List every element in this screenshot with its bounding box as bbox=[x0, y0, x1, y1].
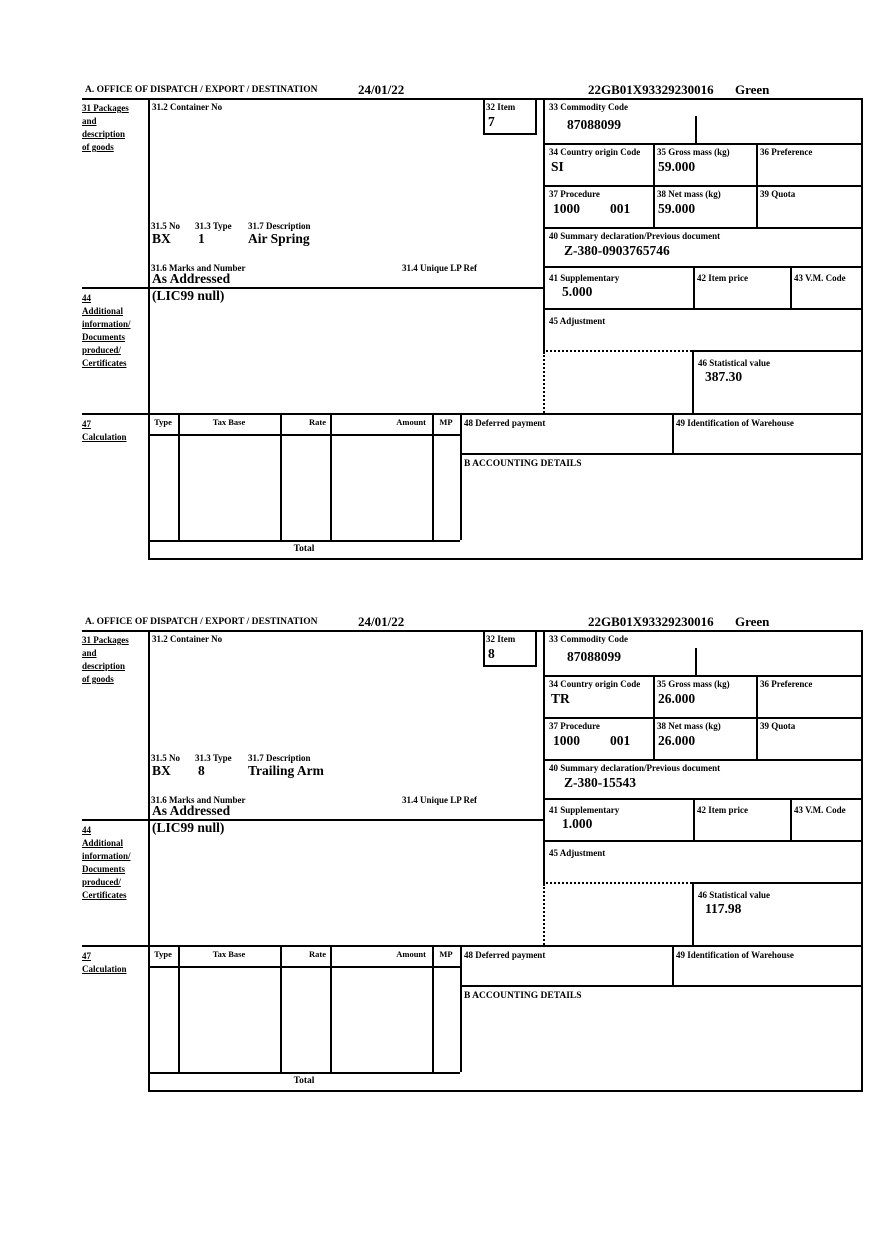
box47-label: 47 Calculation bbox=[82, 951, 127, 974]
office-of-dispatch-header: A. OFFICE OF DISPATCH / EXPORT / DESTINATION bbox=[85, 617, 318, 627]
box34-label: 34 Country origin Code bbox=[549, 147, 641, 157]
package-count-value: 1 bbox=[198, 231, 205, 246]
box40-bottom-border bbox=[543, 266, 863, 268]
commodity-code-subdivision-tick bbox=[695, 116, 697, 143]
marks-and-number-value: As Addressed bbox=[152, 271, 231, 286]
box33-bottom-border bbox=[543, 143, 863, 145]
calc-table-right-border bbox=[460, 945, 462, 1072]
label-column-divider bbox=[148, 98, 150, 560]
box31-2-label: 31.2 Container No bbox=[152, 634, 223, 644]
label-column-divider bbox=[148, 630, 150, 1092]
box44-label: 44 Additional information/ Documents produced/ Certificates bbox=[82, 293, 131, 368]
calc-header-bottom-border bbox=[148, 434, 460, 436]
box31-3-label: 31.3 Type bbox=[195, 753, 232, 763]
box33-bottom-border bbox=[543, 675, 863, 677]
calc-amount-col-divider bbox=[432, 413, 434, 540]
box31-4-label: 31.4 Unique LP Ref bbox=[402, 795, 478, 805]
movement-reference-number: 22GB01X93329230016 bbox=[588, 614, 714, 629]
net-mass-value: 59.000 bbox=[658, 201, 696, 216]
calc-col-mp: MP bbox=[439, 417, 453, 427]
statistical-value: 387.30 bbox=[705, 369, 743, 384]
form-top-border bbox=[82, 98, 863, 100]
box37-label: 37 Procedure bbox=[549, 189, 600, 199]
office-of-dispatch-header: A. OFFICE OF DISPATCH / EXPORT / DESTINATION bbox=[85, 85, 318, 95]
box32-left-border bbox=[483, 630, 485, 667]
box34-row-bottom-border bbox=[543, 717, 863, 719]
main-center-divider bbox=[543, 98, 545, 352]
box46-top-border bbox=[692, 350, 863, 352]
statistical-value: 117.98 bbox=[705, 901, 742, 916]
calc-taxbase-col-divider bbox=[280, 413, 282, 540]
calc-taxbase-col-divider bbox=[280, 945, 282, 1072]
calc-amount-col-divider bbox=[432, 945, 434, 1072]
box46-left-border bbox=[692, 882, 694, 945]
declaration-date: 24/01/22 bbox=[358, 82, 405, 97]
calc-col-amount: Amount bbox=[396, 949, 426, 959]
form-right-border bbox=[861, 630, 863, 1092]
box31-7-label: 31.7 Description bbox=[248, 221, 311, 231]
box43-label: 43 V.M. Code bbox=[794, 273, 846, 283]
box32-bottom-border bbox=[483, 665, 537, 667]
form-bottom-border bbox=[148, 558, 863, 560]
calc-col-mp: MP bbox=[439, 949, 453, 959]
calc-col-type: Type bbox=[154, 949, 172, 959]
form-top-border bbox=[82, 630, 863, 632]
box48-49-divider bbox=[672, 413, 674, 453]
box45-label: 45 Adjustment bbox=[549, 848, 606, 858]
box48-49-divider bbox=[672, 945, 674, 985]
customs-declaration-item-copy bbox=[78, 82, 868, 564]
marks-and-number-value: As Addressed bbox=[152, 803, 231, 818]
calc-table-bottom-border bbox=[148, 1072, 460, 1074]
box31-3-label: 31.3 Type bbox=[195, 221, 232, 231]
calc-rate-col-divider bbox=[330, 413, 332, 540]
box47-label: 47 Calculation bbox=[82, 419, 127, 442]
country-origin-value: TR bbox=[551, 691, 570, 706]
box34-row-bottom-border bbox=[543, 185, 863, 187]
calc-table-right-border bbox=[460, 413, 462, 540]
calc-col-tax-base: Tax Base bbox=[212, 949, 246, 959]
box37-row-bottom-border bbox=[543, 227, 863, 229]
box31-5-label: 31.5 No bbox=[151, 753, 180, 763]
routing-status: Green bbox=[735, 614, 770, 629]
box32-right-border bbox=[535, 630, 537, 667]
country-origin-value: SI bbox=[551, 159, 564, 174]
box31-label: 31 Packages and description of goods bbox=[82, 103, 129, 152]
box34-35-divider bbox=[653, 675, 655, 759]
box31-2-label: 31.2 Container No bbox=[152, 102, 223, 112]
box33-label: 33 Commodity Code bbox=[549, 634, 628, 644]
dotted-center-divider bbox=[543, 352, 545, 413]
package-code-value: BX bbox=[152, 763, 171, 778]
box46-label: 46 Statistical value bbox=[698, 890, 770, 900]
calc-col-tax-base: Tax Base bbox=[212, 417, 246, 427]
box31-6-label: 31.6 Marks and Number bbox=[151, 263, 246, 273]
calc-col-rate: Rate bbox=[309, 417, 326, 427]
box48-49-bottom-border bbox=[460, 453, 863, 455]
commodity-code-subdivision-tick bbox=[695, 648, 697, 675]
previous-document-value: Z-380-0903765746 bbox=[564, 243, 670, 258]
box38-label: 38 Net mass (kg) bbox=[657, 189, 721, 199]
procedure-code-value: 1000 bbox=[553, 201, 580, 216]
box39-label: 39 Quota bbox=[760, 189, 796, 199]
calc-col-type: Type bbox=[154, 417, 172, 427]
box34-label: 34 Country origin Code bbox=[549, 679, 641, 689]
routing-status: Green bbox=[735, 82, 770, 97]
gross-mass-value: 26.000 bbox=[658, 691, 696, 706]
box41-row-bottom-border bbox=[543, 840, 863, 842]
calc-type-col-divider bbox=[178, 945, 180, 1072]
box47-top-border bbox=[82, 945, 863, 947]
item-number-value: 8 bbox=[488, 646, 495, 661]
box48-label: 48 Deferred payment bbox=[464, 418, 546, 428]
box32-bottom-border bbox=[483, 133, 537, 135]
box35-label: 35 Gross mass (kg) bbox=[657, 147, 730, 157]
box42-label: 42 Item price bbox=[697, 805, 748, 815]
box46-left-border bbox=[692, 350, 694, 413]
commodity-code-value: 87088099 bbox=[567, 649, 621, 664]
item-number-value: 7 bbox=[488, 114, 495, 129]
package-count-value: 8 bbox=[198, 763, 205, 778]
box31-7-label: 31.7 Description bbox=[248, 753, 311, 763]
calc-col-amount: Amount bbox=[396, 417, 426, 427]
box40-label: 40 Summary declaration/Previous document bbox=[549, 763, 721, 773]
box35-36-divider bbox=[756, 143, 758, 227]
box36-label: 36 Preference bbox=[760, 147, 813, 157]
box37-row-bottom-border bbox=[543, 759, 863, 761]
box41-label: 41 Supplementary bbox=[549, 273, 620, 283]
calc-header-bottom-border bbox=[148, 966, 460, 968]
box41-42-divider bbox=[693, 798, 695, 840]
calc-total-label: Total bbox=[293, 1076, 315, 1086]
previous-document-value: Z-380-15543 bbox=[564, 775, 636, 790]
additional-information-value: (LIC99 null) bbox=[152, 820, 225, 835]
box31-6-label: 31.6 Marks and Number bbox=[151, 795, 246, 805]
box38-label: 38 Net mass (kg) bbox=[657, 721, 721, 731]
goods-description-value: Air Spring bbox=[248, 231, 310, 246]
gross-mass-value: 59.000 bbox=[658, 159, 696, 174]
box41-42-divider bbox=[693, 266, 695, 308]
accounting-details-label: B ACCOUNTING DETAILS bbox=[464, 991, 582, 1001]
box32-label: 32 Item bbox=[486, 634, 516, 644]
calc-table-bottom-border bbox=[148, 540, 460, 542]
procedure-extension-value: 001 bbox=[610, 201, 631, 216]
box39-label: 39 Quota bbox=[760, 721, 796, 731]
box40-bottom-border bbox=[543, 798, 863, 800]
main-center-divider bbox=[543, 630, 545, 884]
box42-43-divider bbox=[790, 798, 792, 840]
box42-43-divider bbox=[790, 266, 792, 308]
calc-col-rate: Rate bbox=[309, 949, 326, 959]
net-mass-value: 26.000 bbox=[658, 733, 696, 748]
calc-type-col-divider bbox=[178, 413, 180, 540]
dotted-center-divider bbox=[543, 884, 545, 945]
movement-reference-number: 22GB01X93329230016 bbox=[588, 82, 714, 97]
box31-label: 31 Packages and description of goods bbox=[82, 635, 129, 684]
box32-label: 32 Item bbox=[486, 102, 516, 112]
box48-49-bottom-border bbox=[460, 985, 863, 987]
box44-label: 44 Additional information/ Documents produced/ Certificates bbox=[82, 825, 131, 900]
box43-label: 43 V.M. Code bbox=[794, 805, 846, 815]
calc-rate-col-divider bbox=[330, 945, 332, 1072]
procedure-code-value: 1000 bbox=[553, 733, 580, 748]
procedure-extension-value: 001 bbox=[610, 733, 631, 748]
supplementary-units-value: 5.000 bbox=[562, 284, 593, 299]
box41-row-bottom-border bbox=[543, 308, 863, 310]
box34-35-divider bbox=[653, 143, 655, 227]
declaration-date: 24/01/22 bbox=[358, 614, 405, 629]
form-right-border bbox=[861, 98, 863, 560]
form-bottom-border bbox=[148, 1090, 863, 1092]
additional-information-value: (LIC99 null) bbox=[152, 288, 225, 303]
customs-declaration-item-copy bbox=[78, 614, 868, 1096]
box32-right-border bbox=[535, 98, 537, 135]
box40-label: 40 Summary declaration/Previous document bbox=[549, 231, 721, 241]
box36-label: 36 Preference bbox=[760, 679, 813, 689]
supplementary-units-value: 1.000 bbox=[562, 816, 593, 831]
box35-label: 35 Gross mass (kg) bbox=[657, 679, 730, 689]
box46-top-border bbox=[692, 882, 863, 884]
box42-label: 42 Item price bbox=[697, 273, 748, 283]
box41-label: 41 Supplementary bbox=[549, 805, 620, 815]
box32-left-border bbox=[483, 98, 485, 135]
goods-description-value: Trailing Arm bbox=[248, 763, 324, 778]
box49-label: 49 Identification of Warehouse bbox=[676, 418, 794, 428]
accounting-details-label: B ACCOUNTING DETAILS bbox=[464, 459, 582, 469]
box46-label: 46 Statistical value bbox=[698, 358, 770, 368]
calc-total-label: Total bbox=[293, 544, 315, 554]
box37-label: 37 Procedure bbox=[549, 721, 600, 731]
box31-4-label: 31.4 Unique LP Ref bbox=[402, 263, 478, 273]
box49-label: 49 Identification of Warehouse bbox=[676, 950, 794, 960]
box45-dotted-bottom-border bbox=[543, 350, 692, 352]
commodity-code-value: 87088099 bbox=[567, 117, 621, 132]
package-code-value: BX bbox=[152, 231, 171, 246]
box45-dotted-bottom-border bbox=[543, 882, 692, 884]
box47-top-border bbox=[82, 413, 863, 415]
box35-36-divider bbox=[756, 675, 758, 759]
box48-label: 48 Deferred payment bbox=[464, 950, 546, 960]
box31-5-label: 31.5 No bbox=[151, 221, 180, 231]
box33-label: 33 Commodity Code bbox=[549, 102, 628, 112]
box45-label: 45 Adjustment bbox=[549, 316, 606, 326]
